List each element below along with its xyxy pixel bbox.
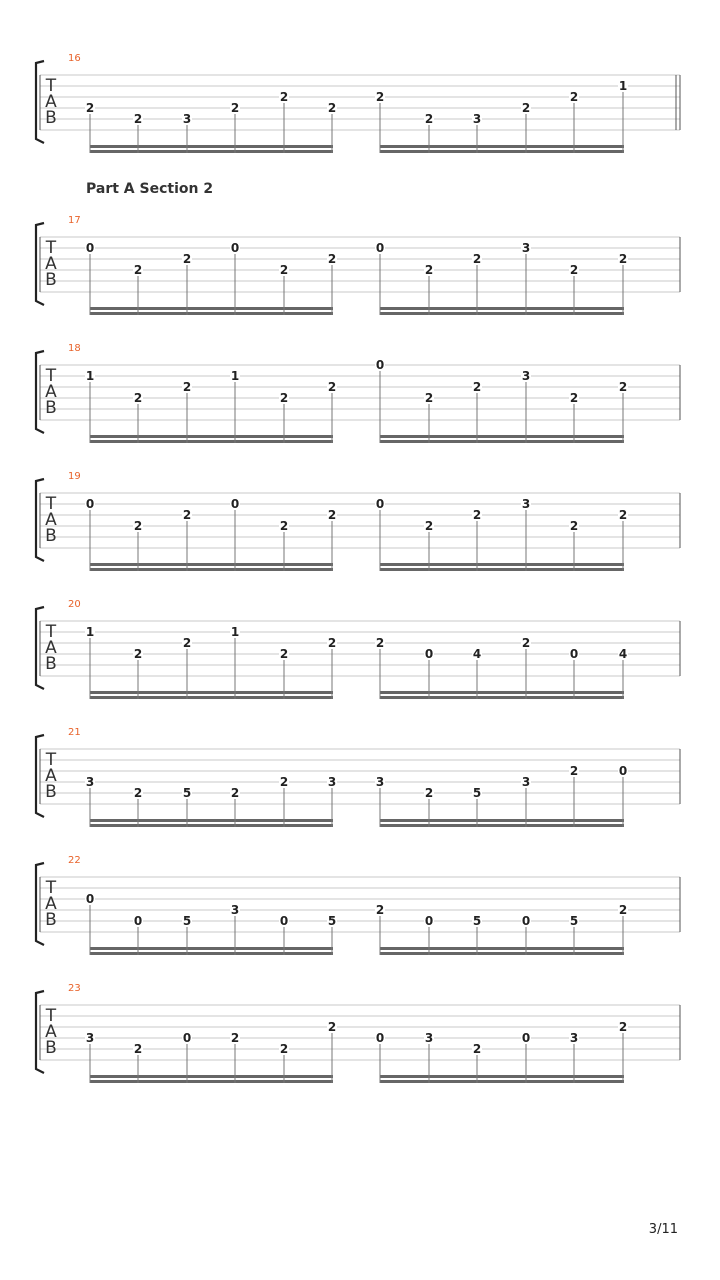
beam bbox=[380, 947, 624, 950]
fret-number: 2 bbox=[182, 252, 192, 266]
fret-number: 2 bbox=[279, 391, 289, 405]
tab-clef-letter: T bbox=[45, 1006, 57, 1026]
tab-clef-letter: A bbox=[45, 92, 57, 112]
fret-number: 3 bbox=[424, 1031, 434, 1045]
fret-number: 2 bbox=[472, 252, 482, 266]
fret-number: 2 bbox=[569, 764, 579, 778]
tab-system bbox=[36, 53, 680, 153]
fret-number: 2 bbox=[618, 508, 628, 522]
fret-number: 2 bbox=[327, 508, 337, 522]
tab-clef-letter: B bbox=[45, 398, 57, 418]
fret-number: 0 bbox=[230, 241, 240, 255]
tab-clef-letter: A bbox=[45, 510, 57, 530]
beam bbox=[90, 691, 333, 694]
fret-number: 2 bbox=[327, 636, 337, 650]
fret-number: 2 bbox=[279, 775, 289, 789]
fret-number: 3 bbox=[85, 775, 95, 789]
fret-number: 5 bbox=[472, 786, 482, 800]
fret-number: 2 bbox=[569, 391, 579, 405]
measure-number: 21 bbox=[68, 727, 81, 738]
beam bbox=[90, 440, 333, 443]
fret-number: 2 bbox=[85, 101, 95, 115]
beam bbox=[90, 819, 333, 822]
fret-number: 2 bbox=[618, 380, 628, 394]
measure-number: 23 bbox=[68, 983, 81, 994]
beam bbox=[90, 150, 333, 153]
tab-clef-letter: B bbox=[45, 270, 57, 290]
measure-number: 22 bbox=[68, 855, 81, 866]
section-title: Part A Section 2 bbox=[86, 181, 214, 197]
measure-number: 16 bbox=[68, 53, 81, 64]
fret-number: 2 bbox=[182, 380, 192, 394]
beam bbox=[380, 563, 624, 566]
beam bbox=[90, 145, 333, 148]
fret-number: 2 bbox=[424, 519, 434, 533]
fret-number: 2 bbox=[230, 786, 240, 800]
tab-clef-letter: A bbox=[45, 1022, 57, 1042]
fret-number: 4 bbox=[472, 647, 482, 661]
fret-number: 2 bbox=[133, 112, 143, 126]
tab-system bbox=[36, 471, 680, 571]
tab-clef-letter: B bbox=[45, 910, 57, 930]
fret-number: 2 bbox=[472, 508, 482, 522]
fret-number: 2 bbox=[424, 786, 434, 800]
fret-number: 1 bbox=[618, 79, 628, 93]
fret-number: 0 bbox=[521, 914, 531, 928]
beam bbox=[380, 568, 624, 571]
fret-number: 0 bbox=[133, 914, 143, 928]
fret-number: 2 bbox=[327, 252, 337, 266]
fret-number: 2 bbox=[133, 786, 143, 800]
fret-number: 0 bbox=[230, 497, 240, 511]
tab-clef-letter: B bbox=[45, 1038, 57, 1058]
page-number: 3/11 bbox=[648, 1222, 678, 1237]
tab-clef-letter: A bbox=[45, 254, 57, 274]
fret-number: 1 bbox=[230, 369, 240, 383]
fret-number: 2 bbox=[279, 263, 289, 277]
measure-number: 17 bbox=[68, 215, 81, 226]
tab-clef-letter: A bbox=[45, 894, 57, 914]
fret-number: 3 bbox=[521, 775, 531, 789]
fret-number: 5 bbox=[182, 914, 192, 928]
fret-number: 2 bbox=[569, 263, 579, 277]
tab-clef-letter: A bbox=[45, 382, 57, 402]
beam bbox=[90, 568, 333, 571]
tab-clef-letter: T bbox=[45, 366, 57, 386]
fret-number: 2 bbox=[618, 252, 628, 266]
tab-system bbox=[36, 343, 680, 443]
beam bbox=[380, 696, 624, 699]
fret-number: 2 bbox=[375, 903, 385, 917]
fret-number: 2 bbox=[472, 380, 482, 394]
fret-number: 3 bbox=[327, 775, 337, 789]
fret-number: 1 bbox=[230, 625, 240, 639]
fret-number: 2 bbox=[133, 647, 143, 661]
fret-number: 2 bbox=[521, 101, 531, 115]
fret-number: 3 bbox=[85, 1031, 95, 1045]
fret-number: 2 bbox=[133, 1042, 143, 1056]
beam bbox=[90, 1080, 333, 1083]
tab-clef-letter: T bbox=[45, 238, 57, 258]
fret-number: 0 bbox=[521, 1031, 531, 1045]
beam bbox=[380, 1075, 624, 1078]
tab-clef-letter: T bbox=[45, 494, 57, 514]
fret-number: 3 bbox=[521, 369, 531, 383]
tab-clef-letter: T bbox=[45, 750, 57, 770]
beam bbox=[90, 947, 333, 950]
tab-clef-letter: B bbox=[45, 108, 57, 128]
beam bbox=[90, 435, 333, 438]
beam bbox=[380, 435, 624, 438]
fret-number: 3 bbox=[521, 497, 531, 511]
fret-number: 0 bbox=[85, 497, 95, 511]
beam bbox=[90, 312, 333, 315]
fret-number: 2 bbox=[375, 90, 385, 104]
beam bbox=[380, 952, 624, 955]
fret-number: 0 bbox=[375, 241, 385, 255]
fret-number: 2 bbox=[521, 636, 531, 650]
beam bbox=[380, 312, 624, 315]
beam bbox=[380, 307, 624, 310]
tab-system bbox=[36, 215, 680, 315]
fret-number: 3 bbox=[472, 112, 482, 126]
fret-number: 0 bbox=[424, 647, 434, 661]
fret-number: 2 bbox=[424, 391, 434, 405]
fret-number: 0 bbox=[424, 914, 434, 928]
fret-number: 0 bbox=[375, 358, 385, 372]
beam bbox=[380, 691, 624, 694]
fret-number: 2 bbox=[279, 647, 289, 661]
fret-number: 2 bbox=[569, 519, 579, 533]
fret-number: 3 bbox=[375, 775, 385, 789]
fret-number: 1 bbox=[85, 625, 95, 639]
fret-number: 2 bbox=[133, 263, 143, 277]
fret-number: 0 bbox=[569, 647, 579, 661]
beam bbox=[90, 307, 333, 310]
tab-clef-letter: T bbox=[45, 76, 57, 96]
beam bbox=[380, 819, 624, 822]
measure-number: 20 bbox=[68, 599, 81, 610]
fret-number: 2 bbox=[618, 903, 628, 917]
beam bbox=[380, 1080, 624, 1083]
fret-number: 2 bbox=[182, 636, 192, 650]
fret-number: 0 bbox=[618, 764, 628, 778]
tab-clef-letter: A bbox=[45, 638, 57, 658]
fret-number: 0 bbox=[375, 497, 385, 511]
fret-number: 3 bbox=[182, 112, 192, 126]
tab-clef-letter: B bbox=[45, 526, 57, 546]
tab-clef-letter: T bbox=[45, 622, 57, 642]
fret-number: 2 bbox=[327, 1020, 337, 1034]
beam bbox=[380, 440, 624, 443]
fret-number: 2 bbox=[182, 508, 192, 522]
fret-number: 3 bbox=[230, 903, 240, 917]
beam bbox=[380, 824, 624, 827]
beam bbox=[90, 1075, 333, 1078]
fret-number: 2 bbox=[618, 1020, 628, 1034]
fret-number: 3 bbox=[569, 1031, 579, 1045]
fret-number: 2 bbox=[424, 112, 434, 126]
tab-system bbox=[36, 855, 680, 955]
fret-number: 2 bbox=[327, 101, 337, 115]
beam bbox=[90, 696, 333, 699]
fret-number: 2 bbox=[279, 90, 289, 104]
fret-number: 2 bbox=[327, 380, 337, 394]
beam bbox=[90, 563, 333, 566]
measure-number: 18 bbox=[68, 343, 81, 354]
fret-number: 0 bbox=[85, 892, 95, 906]
fret-number: 2 bbox=[279, 519, 289, 533]
fret-number: 0 bbox=[85, 241, 95, 255]
fret-number: 5 bbox=[569, 914, 579, 928]
fret-number: 2 bbox=[230, 101, 240, 115]
fret-number: 2 bbox=[424, 263, 434, 277]
tab-clef-letter: T bbox=[45, 878, 57, 898]
fret-number: 5 bbox=[327, 914, 337, 928]
fret-number: 0 bbox=[375, 1031, 385, 1045]
beam bbox=[380, 145, 624, 148]
tab-clef-letter: A bbox=[45, 766, 57, 786]
fret-number: 3 bbox=[521, 241, 531, 255]
tab-clef-letter: B bbox=[45, 782, 57, 802]
fret-number: 1 bbox=[85, 369, 95, 383]
fret-number: 2 bbox=[569, 90, 579, 104]
beam bbox=[90, 824, 333, 827]
tab-system bbox=[36, 727, 680, 827]
fret-number: 2 bbox=[472, 1042, 482, 1056]
tab-clef-letter: B bbox=[45, 654, 57, 674]
fret-number: 5 bbox=[472, 914, 482, 928]
measure-number: 19 bbox=[68, 471, 81, 482]
fret-number: 2 bbox=[375, 636, 385, 650]
beam bbox=[380, 150, 624, 153]
tab-system bbox=[36, 983, 680, 1083]
fret-number: 2 bbox=[133, 519, 143, 533]
fret-number: 4 bbox=[618, 647, 628, 661]
fret-number: 0 bbox=[279, 914, 289, 928]
fret-number: 0 bbox=[182, 1031, 192, 1045]
fret-number: 5 bbox=[182, 786, 192, 800]
fret-number: 2 bbox=[133, 391, 143, 405]
tab-system bbox=[36, 599, 680, 699]
fret-number: 2 bbox=[230, 1031, 240, 1045]
beam bbox=[90, 952, 333, 955]
fret-number: 2 bbox=[279, 1042, 289, 1056]
